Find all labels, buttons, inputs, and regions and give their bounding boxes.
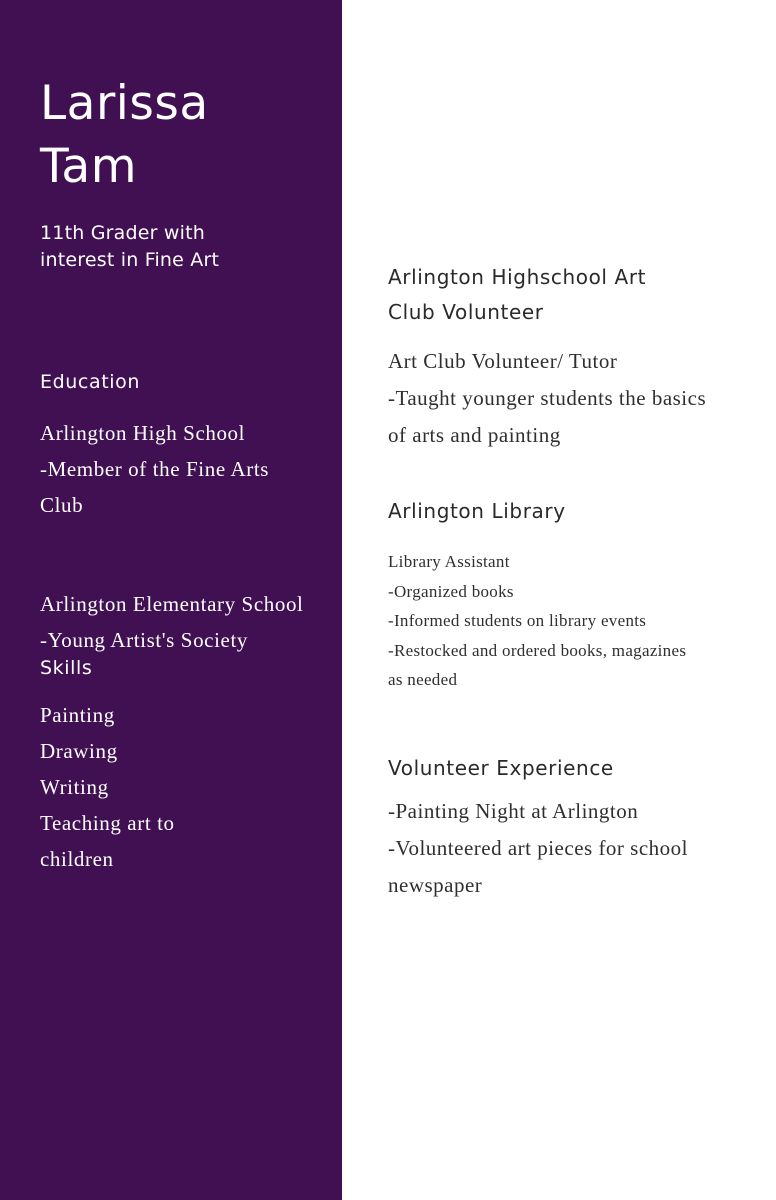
experience-details bbox=[388, 547, 686, 695]
experience-line: of arts and painting bbox=[388, 423, 561, 447]
education-entry bbox=[40, 415, 269, 523]
experience-heading bbox=[388, 754, 614, 782]
experience-line: Art Club Volunteer/ Tutor bbox=[388, 349, 618, 373]
education-line: Arlington High School bbox=[40, 421, 246, 445]
main-column bbox=[342, 0, 776, 1200]
experience-heading-line: Arlington Library bbox=[388, 499, 566, 523]
experience-line: -Organized books bbox=[388, 581, 514, 601]
name-first: Larissa bbox=[40, 76, 209, 131]
experience-heading bbox=[388, 497, 566, 525]
skill-item: Writing bbox=[40, 775, 109, 799]
experience-line: -Informed students on library events bbox=[388, 611, 647, 630]
tagline-line: interest in Fine Art bbox=[40, 249, 220, 271]
tagline bbox=[40, 220, 219, 274]
skills-list bbox=[40, 697, 175, 877]
experience-line: newspaper bbox=[388, 873, 483, 897]
education-line: Arlington Elementary School bbox=[40, 592, 304, 616]
person-name bbox=[40, 72, 209, 198]
experience-heading-line: Volunteer Experience bbox=[388, 756, 614, 780]
education-line: -Young Artist's Society bbox=[40, 628, 248, 652]
experience-line: -Restocked and ordered books, magazines bbox=[388, 640, 687, 660]
skill-item: Painting bbox=[40, 703, 115, 727]
skill-item: Drawing bbox=[40, 739, 118, 763]
skill-item: children bbox=[40, 847, 114, 871]
skills-heading: Skills bbox=[40, 657, 93, 679]
education-line: Club bbox=[40, 493, 84, 517]
experience-heading bbox=[388, 260, 646, 330]
experience-heading-line: Arlington Highschool Art bbox=[388, 265, 647, 289]
experience-details bbox=[388, 343, 706, 454]
name-last: Tam bbox=[40, 139, 138, 194]
education-line: -Member of the Fine Arts bbox=[40, 457, 270, 481]
experience-line: -Taught younger students the basics bbox=[388, 386, 707, 410]
experience-line: as needed bbox=[388, 670, 458, 689]
experience-line: -Volunteered art pieces for school bbox=[388, 836, 689, 860]
sidebar bbox=[0, 0, 342, 1200]
experience-line: -Painting Night at Arlington bbox=[388, 799, 639, 823]
tagline-line: 11th Grader with bbox=[40, 222, 205, 244]
education-entry bbox=[40, 586, 303, 658]
skill-item: Teaching art to bbox=[40, 811, 175, 835]
experience-line: Library Assistant bbox=[388, 552, 510, 571]
experience-heading-line: Club Volunteer bbox=[388, 300, 544, 324]
education-heading: Education bbox=[40, 371, 140, 393]
experience-details bbox=[388, 793, 688, 904]
